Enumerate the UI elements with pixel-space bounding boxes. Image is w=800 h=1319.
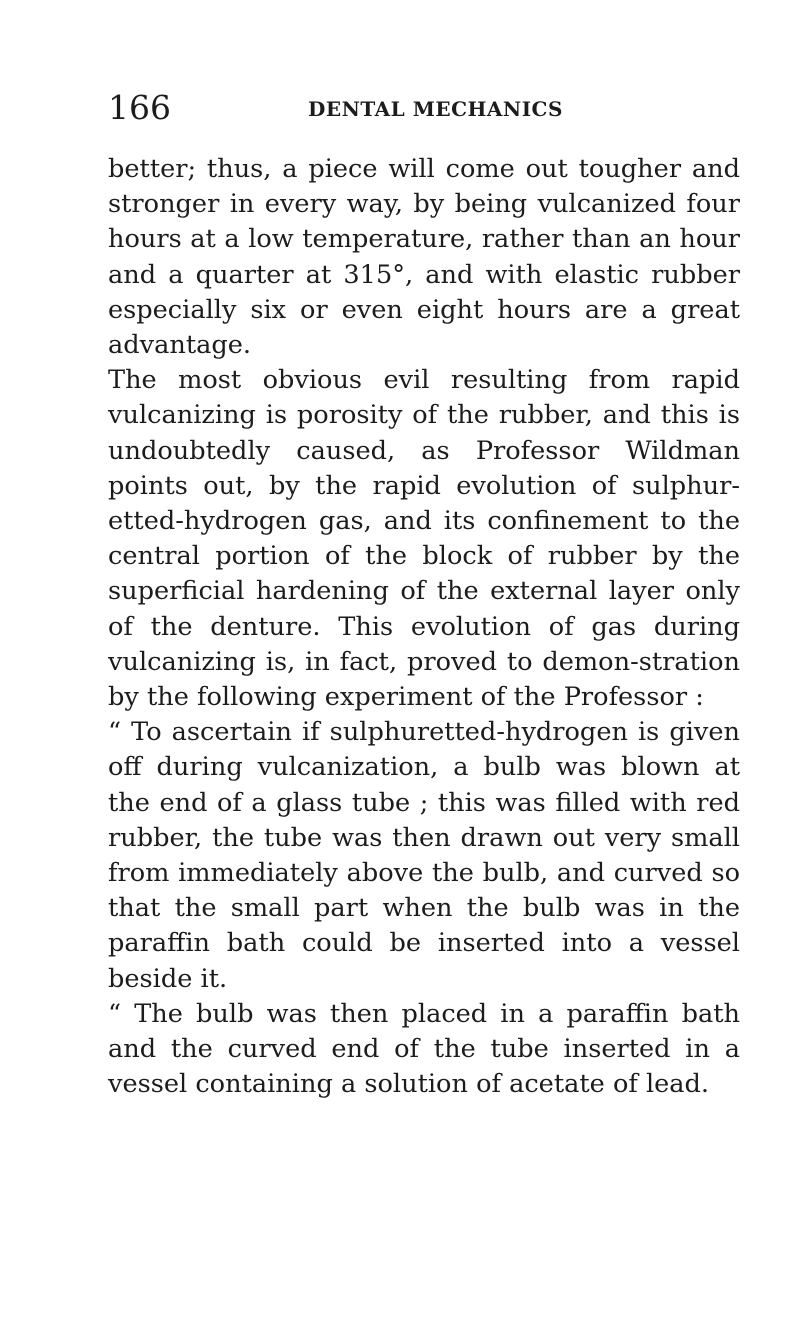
body-text: [108, 152, 740, 1102]
paragraph: “ To ascertain if sulphuretted-hydrogen is given off during vulcanization, a bulb was blown at the end of a glass tube ; this was filled with red rubber, the tube was then drawn out very small from immediately above the bulb, and curved so that the small part when the bulb was in the paraffin bath could be inserted into a vessel beside it.: [108, 717, 740, 994]
paragraph: “ The bulb was then placed in a paraffin bath and the curved end of the tube inserted in a vessel containing a solution of acetate of lead.: [108, 998, 740, 1100]
page-number: 166: [108, 88, 171, 127]
paragraph: The most obvious evil resulting from rapid vulcanizing is porosity of the rubber, and this is undoubtedly caused, as Professor Wildman points out, by the rapid evolution of sulphur-etted-hydrogen gas, and its confinement to the central portion of the block of rubber by the superficial hardening of the external layer only of the denture. This evolution of gas during vulcanizing is, in fact, proved to demon-stration by the following experiment of the Professor :: [108, 365, 740, 713]
page-header: [108, 88, 748, 128]
paragraph: better; thus, a piece will come out tougher and stronger in every way, by being vulcanized four hours at a low temperature, rather than an hour and a quarter at 315°, and with elastic rubber especially six or even eight hours are a great advantage.: [108, 154, 740, 361]
running-head: DENTAL MECHANICS: [308, 97, 563, 121]
